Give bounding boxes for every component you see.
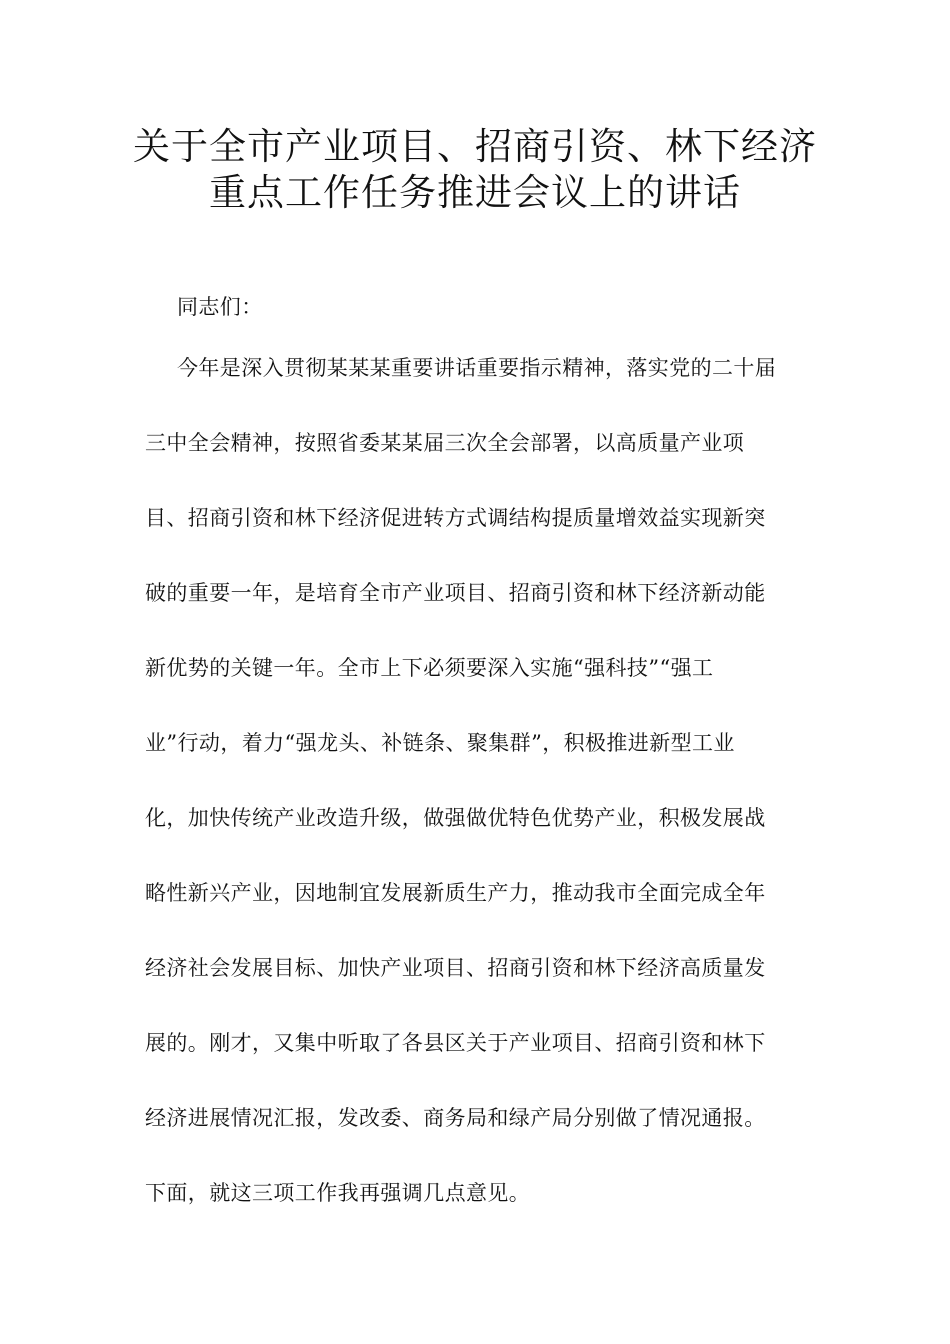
body-line-1: 今年是深入贯彻某某某重要讲话重要指示精神，落实党的二十届 <box>177 356 777 380</box>
body-line-10: 展的。刚才，又集中听取了各县区关于产业项目、招商引资和林下 <box>145 1031 766 1055</box>
body-line-9: 经济社会发展目标、加快产业项目、招商引资和林下经济高质量发 <box>145 956 766 980</box>
body-line-5: 新优势的关键一年。全市上下必须要深入实施“强科技”“强工 <box>145 656 714 680</box>
body-line-6: 业”行动，着力“强龙头、补链条、聚集群”，积极推进新型工业 <box>145 731 735 755</box>
body-line-4: 破的重要一年，是培育全市产业项目、招商引资和林下经济新动能 <box>145 581 766 605</box>
greeting: 同志们： <box>177 295 263 319</box>
document-title-line-2: 重点工作任务推进会议上的讲话 <box>209 171 741 214</box>
document-title-line-1: 关于全市产业项目、招商引资、林下经济 <box>133 125 817 168</box>
body-line-2: 三中全会精神，按照省委某某届三次全会部署，以高质量产业项 <box>145 431 745 455</box>
body-line-12: 下面，就这三项工作我再强调几点意见。 <box>145 1181 531 1205</box>
body-line-11: 经济进展情况汇报，发改委、商务局和绿产局分别做了情况通报。 <box>145 1106 766 1130</box>
body-line-3: 目、招商引资和林下经济促进转方式调结构提质量增效益实现新突 <box>145 506 766 530</box>
body-line-8: 略性新兴产业，因地制宜发展新质生产力，推动我市全面完成全年 <box>145 881 766 905</box>
body-line-7: 化，加快传统产业改造升级，做强做优特色优势产业，积极发展战 <box>145 806 766 830</box>
